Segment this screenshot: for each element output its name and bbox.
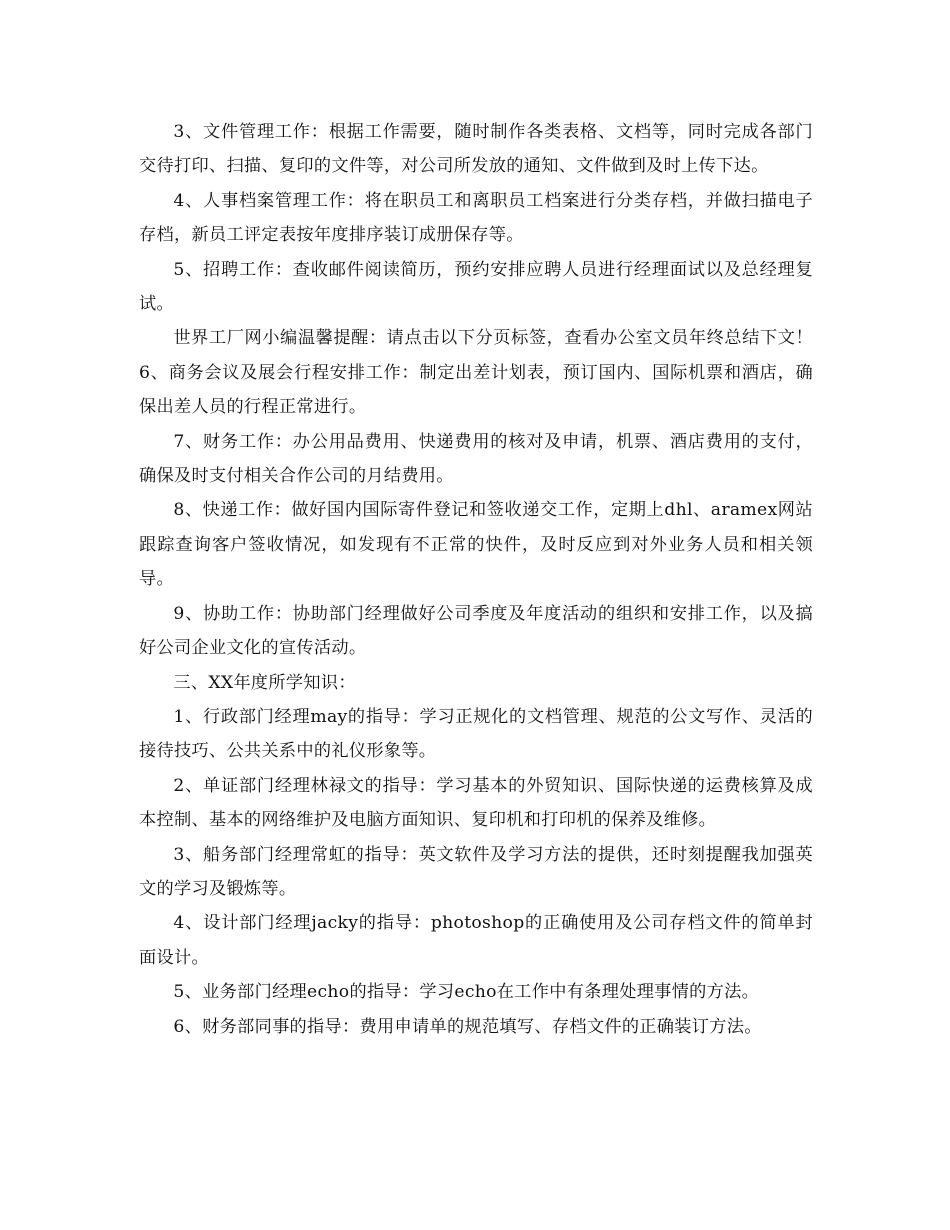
paragraph-express-delivery: 8、快递工作：做好国内国际寄件登记和签收递交工作，定期上dhl、aramex网站跟踪查询客户签收情况，如发现有不正常的快件，及时反应到对外业务人员和相关领导。: [139, 500, 813, 590]
paragraph-recruitment: 5、招聘工作：查收邮件阅读简历，预约安排应聘人员进行经理面试以及总经理复试。: [139, 259, 813, 315]
paragraph-admin-guidance: 1、行政部门经理may的指导：学习正规化的文档管理、规范的公文写作、灵活的接待技巧、公共关系中的礼仪形象等。: [139, 706, 813, 762]
paragraph-reminder-business-trips: 世界工厂网小编温馨提醒：请点击以下分页标签，查看办公室文员年终总结下文！ 6、商务会议及展会行程安排工作：制定出差计划表，预订国内、国际机票和酒店，确保出差人员的行程正常进行。: [139, 328, 831, 418]
paragraph-personnel-archives: 4、人事档案管理工作：将在职员工和离职员工档案进行分类存档，并做扫描电子存档，新员工评定表按年度排序装订成册保存等。: [139, 190, 813, 246]
paragraph-finance-work: 7、财务工作：办公用品费用、快递费用的核对及申请，机票、酒店费用的支付，确保及时支付相关合作公司的月结费用。: [139, 431, 813, 487]
document-body: [139, 115, 831, 1044]
paragraph-file-management: 3、文件管理工作：根据工作需要，随时制作各类表格、文档等，同时完成各部门交待打印、扫描、复印的文件等，对公司所发放的通知、文件做到及时上传下达。: [139, 122, 813, 177]
section-heading-knowledge: 三、XX年度所学知识：: [173, 672, 356, 693]
paragraph-finance-guidance: 6、财务部同事的指导：费用申请单的规范填写、存档文件的正确装订方法。: [173, 1016, 762, 1037]
paragraph-sales-guidance: 5、业务部门经理echo的指导：学习echo在工作中有条理处理事情的方法。: [173, 982, 760, 1003]
paragraph-design-guidance: 4、设计部门经理jacky的指导：photoshop的正确使用及公司存档文件的简单封面设计。: [139, 913, 813, 968]
paragraph-assistance-work: 9、协助工作：协助部门经理做好公司季度及年度活动的组织和安排工作，以及搞好公司企业文化的宣传活动。: [139, 603, 813, 659]
paragraph-shipping-guidance: 3、船务部门经理常虹的指导：英文软件及学习方法的提供，还时刻提醒我加强英文的学习及锻炼等。: [139, 844, 813, 899]
paragraph-documents-guidance: 2、单证部门经理林禄文的指导：学习基本的外贸知识、国际快递的运费核算及成本控制、基本的网络维护及电脑方面知识、复印机和打印机的保养及维修。: [139, 775, 813, 831]
